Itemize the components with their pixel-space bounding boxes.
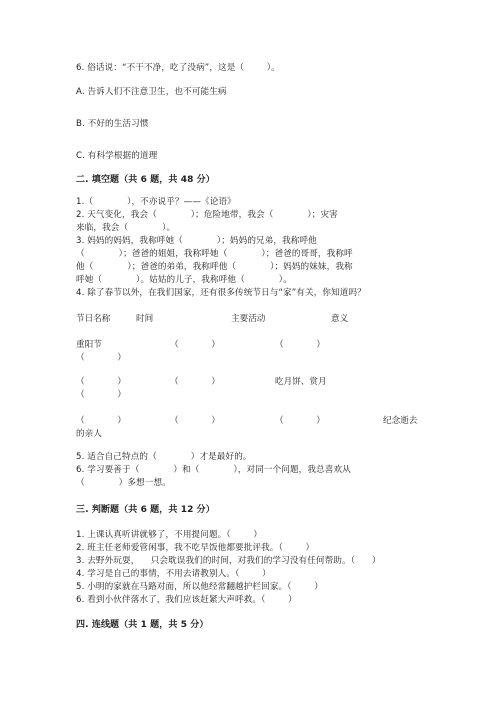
fill-line: 他（ ）；爸爸的弟弟，我称呼他（ ）；妈妈的妹妹，我称	[76, 262, 353, 272]
table-cell: 纪念逝去	[383, 416, 418, 426]
fill-line: 6. 学习要善于（ ）和（ ），对同一个问题，我总喜欢从	[76, 465, 351, 475]
q6-option-c: C. 有科学根据的道理	[76, 151, 158, 161]
table-cell: （ ）	[275, 416, 325, 426]
judge-line: 3. 去野外玩耍， 只会耽误我们的时间，对我们的学习没有任何帮助。（ ）	[76, 556, 381, 566]
section4-heading: 四. 连线题（共 1 题，共 5 分）	[76, 620, 209, 630]
fill-line: （ ）多想一想。	[76, 478, 171, 488]
fill-line: （ ）；爸爸的姐姐，我称呼她（ ）；爸爸的哥哥，我称呼	[76, 249, 353, 259]
judge-line: 5. 小明的家就在马路对面，所以他经常翻越护栏回家。（ ）	[76, 582, 323, 592]
table-cell: 吃月饼、赏月	[275, 377, 327, 387]
judge-line: 4. 学习是自己的事情，不用去请教别人。（ ）	[76, 569, 271, 579]
section2-heading: 二. 填空题（共 6 题，共 48 分）	[76, 175, 215, 185]
table-cell: （ ）	[170, 416, 220, 426]
table-cell: （ ）	[76, 416, 126, 426]
table-cell: 重阳节	[76, 340, 102, 350]
table-header-meaning: 意义	[331, 314, 349, 324]
table-header-name: 节日名称	[76, 314, 111, 324]
q6-option-b: B. 不好的生活习惯	[76, 119, 149, 129]
fill-line: 4. 除了春节以外，在我们国家，还有很多传统节日与“家”有关，你知道吗？	[76, 288, 366, 298]
table-cell: （ ）	[170, 340, 220, 350]
table-cell: （ ）	[76, 353, 126, 363]
fill-line: 来临，我会（ ）。	[76, 223, 176, 233]
section3-heading: 三. 判断题（共 6 题，共 12 分）	[76, 505, 215, 515]
table-cell: 的亲人	[76, 429, 102, 439]
fill-line: 呼她（ ）。姑姑的儿子，我称呼他（ ）。	[76, 275, 292, 285]
judge-line: 6. 看到小伙伴落水了，我们应该赶紧大声呼救。（ ）	[76, 595, 297, 605]
table-cell: （ ）	[76, 390, 126, 400]
fill-line: 1.（ ），不亦说乎？——《论语》	[76, 197, 236, 207]
table-cell: （ ）	[170, 377, 220, 387]
fill-line: 3. 妈妈的妈妈，我称呼她（ ）；妈妈的兄弟，我称呼他	[76, 236, 317, 246]
fill-line: 2. 天气变化，我会（ ）；危险地带，我会（ ）；灾害	[76, 210, 338, 220]
q6-option-a: A. 告诉人们不注意卫生，也不可能生病	[76, 87, 227, 97]
judge-line: 2. 班主任老师爱管闲事，我不吃早饭他都要批评我。（ ）	[76, 543, 315, 553]
table-header-time: 时间	[136, 314, 154, 324]
table-cell: （ ）	[76, 377, 126, 387]
table-header-activity: 主要活动	[231, 314, 266, 324]
table-cell: （ ）	[275, 340, 325, 350]
fill-line: 5. 适合自己特点的（ ）才是最好的。	[76, 452, 252, 462]
judge-line: 1. 上课认真听讲就够了，不用提问题。（ ）	[76, 530, 263, 540]
q6-question: 6. 俗话说：“不干不净，吃了没病”，这是（ ）。	[76, 63, 280, 73]
